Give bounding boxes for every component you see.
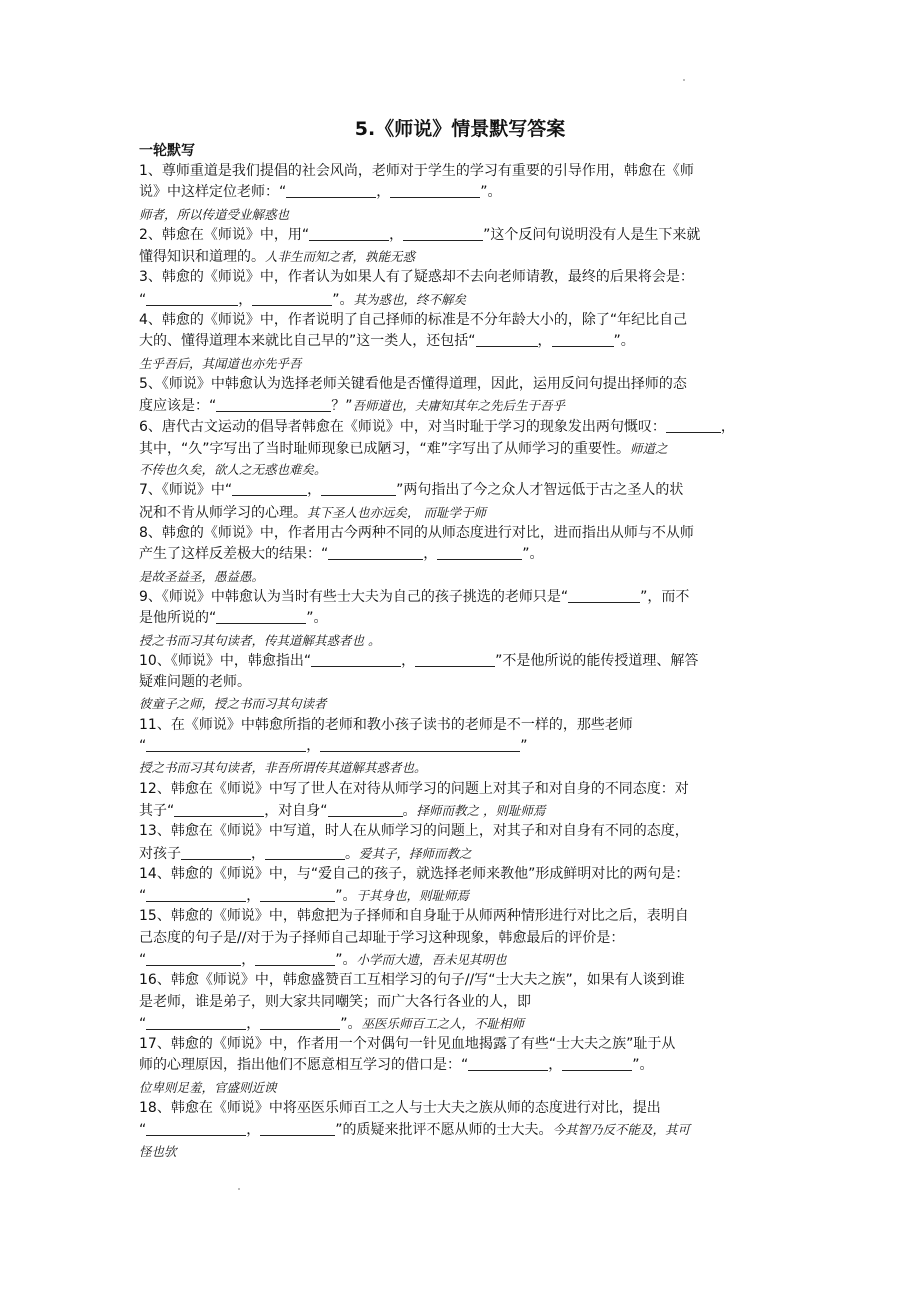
question-text: 4、韩愈的《师说》中，作者说明了自己择师的标准是不分年龄大小的，除了“年纪比自己 (139, 312, 688, 329)
answer-blank (252, 290, 332, 306)
question-item (139, 715, 784, 779)
answer-blank (146, 736, 306, 752)
question-text: ”不是他所说的能传授道理、解答 (495, 652, 699, 669)
question-text: ”。 (335, 888, 357, 905)
answer-blank (437, 544, 522, 560)
question-text: 度应该是：“ (139, 398, 217, 415)
answer-blank (415, 651, 495, 667)
question-line (139, 970, 784, 991)
question-line (139, 779, 784, 800)
answer-blank (216, 396, 331, 412)
question-text: 大的、懂得道理本来就比自己早的”这一类人，还包括“ (139, 333, 476, 350)
answer-text: 吾师道也，夫庸知其年之先后生于吾乎 (352, 398, 566, 414)
answer-line (139, 459, 784, 480)
question-line (139, 417, 784, 438)
question-line (139, 608, 784, 629)
question-line (139, 736, 784, 757)
question-item (139, 864, 784, 907)
question-text: ， (548, 1057, 563, 1074)
question-text: ”。 (340, 1015, 362, 1032)
question-text: ” (520, 738, 528, 755)
answer-blank (146, 290, 238, 306)
answer-line (139, 1077, 784, 1098)
question-line (139, 587, 784, 608)
question-text: 12、韩愈在《师说》中写了世人在对待从师学习的问题上对其子和对自身的不同态度：对 (139, 780, 689, 797)
question-text: 6、唐代古文运动的倡导者韩愈在《师说》中，对当时耻于学习的现象发出两句慨叹： (139, 418, 666, 435)
answer-blank (255, 950, 335, 966)
question-line (139, 1098, 784, 1119)
question-text: 9、《师说》中韩愈认为当时有些士大夫为自己的孩子挑选的老师只是“ (139, 588, 569, 605)
section-heading: 一轮默写 (139, 143, 195, 159)
answer-blank (174, 801, 264, 817)
question-line (139, 310, 784, 331)
question-text: ”。 (306, 610, 328, 627)
question-text: 说》中这样定位老师：“ (139, 184, 287, 201)
page-title: 5.《师说》情景默写答案 (354, 118, 566, 140)
answer-blank (568, 587, 640, 603)
answer-blank (260, 886, 335, 902)
question-text: ， (238, 291, 253, 308)
question-line (139, 885, 784, 906)
question-item (139, 267, 784, 310)
question-text: “ (139, 888, 147, 905)
question-text: 疑难问题的老师。 (139, 674, 251, 691)
question-line (139, 289, 784, 310)
question-text: 其中，“久”字写出了当时耻师现象已成陋习，“难”字写出了从师学习的重要性。 (139, 440, 631, 457)
question-text: 18、韩愈在《师说》中将巫医乐师百工之人与士大夫之族从师的态度进行对比，提出 (139, 1100, 661, 1117)
question-text: 是他所说的“ (139, 610, 217, 627)
question-text: 己态度的句子是//对于为子择师自己却耻于学习这种现象，韩愈最后的评价是： (139, 929, 625, 946)
answer-blank (146, 1014, 246, 1030)
question-line (139, 182, 784, 203)
question-text: 是老师，谁是弟子，则大家共同嘲笑；而广大各行各业的人，即 (139, 993, 531, 1010)
question-text: 11、在《师说》中韩愈所指的老师和教小孩子读书的老师是不一样的，那些老师 (139, 716, 633, 733)
answer-line (139, 204, 784, 225)
answer-text: 小学而大遗，吾未见其明也 (356, 951, 507, 967)
answer-blank (562, 1055, 632, 1071)
question-text: 17、韩愈的《师说》中，作者用一个对偶句一针见血地揭露了有些“士大夫之族”耻于从 (139, 1036, 676, 1053)
answer-text: 人非生而知之者，孰能无惑 (265, 249, 416, 265)
question-text: 懂得知识和道理的。 (139, 249, 265, 266)
question-text: ， (389, 226, 404, 243)
answer-blank (309, 225, 389, 241)
answer-blank (216, 608, 306, 624)
answer-blank (666, 417, 721, 433)
answer-text: 是故圣益圣，愚益愚。 (139, 568, 265, 584)
question-text: ， (306, 738, 321, 755)
answer-blank (146, 950, 241, 966)
question-item (139, 523, 784, 587)
answer-blank (403, 225, 483, 241)
question-text: 5、《师说》中韩愈认为选择老师关键看他是否懂得道理，因此，运用反问句提出择师的态 (139, 375, 687, 392)
question-text: ， (720, 418, 735, 435)
answer-text: 师道之 (630, 440, 668, 456)
question-line (139, 438, 784, 459)
question-line (139, 992, 784, 1013)
question-text: ”。 (613, 333, 635, 350)
question-text: 对孩子 (139, 845, 181, 862)
question-text: 况和不肯从师学习的心理。 (139, 504, 307, 521)
question-text: 3、韩愈的《师说》中，作者认为如果人有了疑惑却不去向老师请教，最终的后果将会是： (139, 269, 694, 286)
question-line (139, 1013, 784, 1034)
question-text: ， (246, 1015, 261, 1032)
question-text: ， (241, 951, 256, 968)
question-text: ， (537, 333, 552, 350)
question-line (139, 715, 784, 736)
answer-text: 怪也欤 (139, 1143, 177, 1159)
answer-line (139, 757, 784, 778)
question-item (139, 651, 784, 715)
question-line (139, 225, 784, 246)
answer-line (139, 1141, 784, 1162)
question-line (139, 1119, 784, 1140)
answer-text: 不传也久矣，欲人之无惑也难矣。 (139, 462, 327, 478)
question-line (139, 928, 784, 949)
question-text: 。 (345, 845, 359, 862)
question-text: ”，而不 (640, 588, 690, 605)
question-text: “ (139, 1122, 147, 1139)
question-line (139, 1034, 784, 1055)
answer-text: 生乎吾后，其闻道也亦先乎吾 (139, 355, 302, 371)
answer-blank (265, 844, 345, 860)
answer-blank (181, 844, 251, 860)
question-line (139, 651, 784, 672)
question-text: ？” (331, 398, 353, 415)
question-text: ， (251, 845, 265, 862)
question-item (139, 374, 784, 417)
question-text: 13、韩愈在《师说》中写道，时人在从师学习的问题上，对其子和对自身有不同的态度， (139, 823, 689, 840)
question-text: ”两句指出了今之众人才智远低于古之圣人的状 (396, 482, 684, 499)
answer-blank (390, 182, 480, 198)
question-text: ， (401, 652, 416, 669)
question-line (139, 267, 784, 288)
answer-blank (260, 1120, 335, 1136)
question-text: ，对自身“ (264, 802, 328, 819)
question-text: 10、《师说》中，韩愈指出“ (139, 652, 312, 669)
question-line (139, 161, 784, 182)
answer-blank (146, 1120, 246, 1136)
question-line (139, 843, 784, 864)
question-line (139, 821, 784, 842)
question-text: 产生了这样反差极大的结果：“ (139, 546, 329, 563)
question-item (139, 1098, 784, 1162)
question-text: ， (376, 184, 391, 201)
answer-text: 授之书而习其句读者，非吾所谓传其道解其惑者也。 (139, 760, 427, 776)
answer-blank (311, 651, 401, 667)
answer-text: 其为惑也，终不解矣 (353, 291, 467, 307)
question-item (139, 970, 784, 1034)
question-text: 1、尊师重道是我们提倡的社会风尚，老师对于学生的学习有重要的引导作用，韩愈在《师 (139, 163, 694, 179)
question-line (139, 672, 784, 693)
question-line (139, 502, 784, 523)
answer-text: 位卑则足羞，官盛则近谀 (139, 1079, 277, 1095)
answer-line (139, 566, 784, 587)
question-text: 。 (402, 802, 417, 819)
question-text: ”。 (632, 1057, 654, 1074)
question-text: 其子“ (139, 802, 175, 819)
question-line (139, 246, 784, 267)
question-text: “ (139, 951, 147, 968)
question-item (139, 906, 784, 970)
answer-blank (328, 544, 423, 560)
question-text: “ (139, 291, 147, 308)
answer-line (139, 353, 784, 374)
question-line (139, 544, 784, 565)
question-text: ， (423, 546, 438, 563)
answer-text: 今其智乃反不能及，其可 (552, 1122, 691, 1138)
question-line (139, 949, 784, 970)
answer-text: 其下圣人也亦远矣， 而耻学于师 (307, 504, 486, 520)
question-line (139, 480, 784, 501)
question-line (139, 800, 784, 821)
question-text: “ (139, 738, 147, 755)
question-text: 16、韩愈《师说》中，韩愈盛赞百工互相学习的句子//写“士大夫之族”，如果有人谈到谁 (139, 972, 685, 989)
question-text: ”。 (335, 951, 357, 968)
answer-text: 师者，所以传道受业解惑也 (139, 206, 290, 222)
question-item (139, 587, 784, 651)
question-text: 15、韩愈的《师说》中，韩愈把为子择师和自身耻于从师两种情形进行对比之后，表明自 (139, 908, 689, 925)
question-line (139, 864, 784, 885)
question-line (139, 374, 784, 395)
question-text: 2、韩愈在《师说》中，用“ (139, 226, 310, 243)
question-line (139, 395, 784, 416)
answer-text: 爱其子，择师而教之 (359, 845, 472, 861)
question-text: 7、《师说》中“ (139, 482, 233, 499)
answer-text: 彼童子之师，授之书而习其句读者 (139, 696, 327, 712)
answer-blank (232, 480, 307, 496)
question-text: ”。 (332, 291, 354, 308)
question-item (139, 821, 784, 864)
question-item (139, 417, 784, 481)
answer-blank (320, 736, 520, 752)
question-text: 师的心理原因，指出他们不愿意相互学习的借口是：“ (139, 1057, 469, 1074)
answer-text: 择师而教之 ，则耻师焉 (416, 802, 546, 818)
question-text: 8、韩愈的《师说》中，作者用古今两种不同的从师态度进行对比，进而指出从师与不从师 (139, 525, 694, 542)
answer-text: 于其身也，则耻师焉 (356, 888, 470, 904)
question-item (139, 225, 784, 268)
answer-blank (468, 1055, 548, 1071)
question-text: ， (246, 888, 261, 905)
question-item (139, 779, 784, 822)
question-item (139, 310, 784, 374)
question-text: ， (307, 482, 322, 499)
question-item (139, 480, 784, 523)
answer-text: 巫医乐师百工之人，不耻相师 (361, 1015, 525, 1031)
question-line (139, 331, 784, 352)
question-item (139, 1034, 784, 1098)
question-text: ， (246, 1122, 261, 1139)
question-line (139, 1055, 784, 1076)
question-line (139, 906, 784, 927)
answer-text: 授之书而习其句读者，传其道解其惑者也 。 (139, 632, 381, 648)
answer-line (139, 693, 784, 714)
question-text: 14、韩愈的《师说》中，与“爱自己的孩子，就选择老师来教他”形成鲜明对比的两句是： (139, 865, 690, 882)
question-item (139, 161, 784, 225)
questions-list (139, 161, 784, 1162)
question-line (139, 523, 784, 544)
question-text: ”。 (522, 546, 544, 563)
answer-blank (146, 886, 246, 902)
question-text: ”。 (480, 184, 502, 201)
answer-blank (476, 331, 538, 347)
answer-blank (552, 331, 614, 347)
answer-blank (286, 182, 376, 198)
answer-line (139, 630, 784, 651)
scan-speck (238, 1188, 240, 1190)
answer-blank (328, 801, 403, 817)
question-text: ”的质疑来批评不愿从师的士大夫。 (335, 1122, 553, 1139)
answer-blank (321, 480, 396, 496)
question-text: “ (139, 1015, 147, 1032)
answer-blank (260, 1014, 340, 1030)
question-text: ”这个反问句说明没有人是生下来就 (483, 226, 701, 243)
scan-speck (683, 79, 685, 81)
